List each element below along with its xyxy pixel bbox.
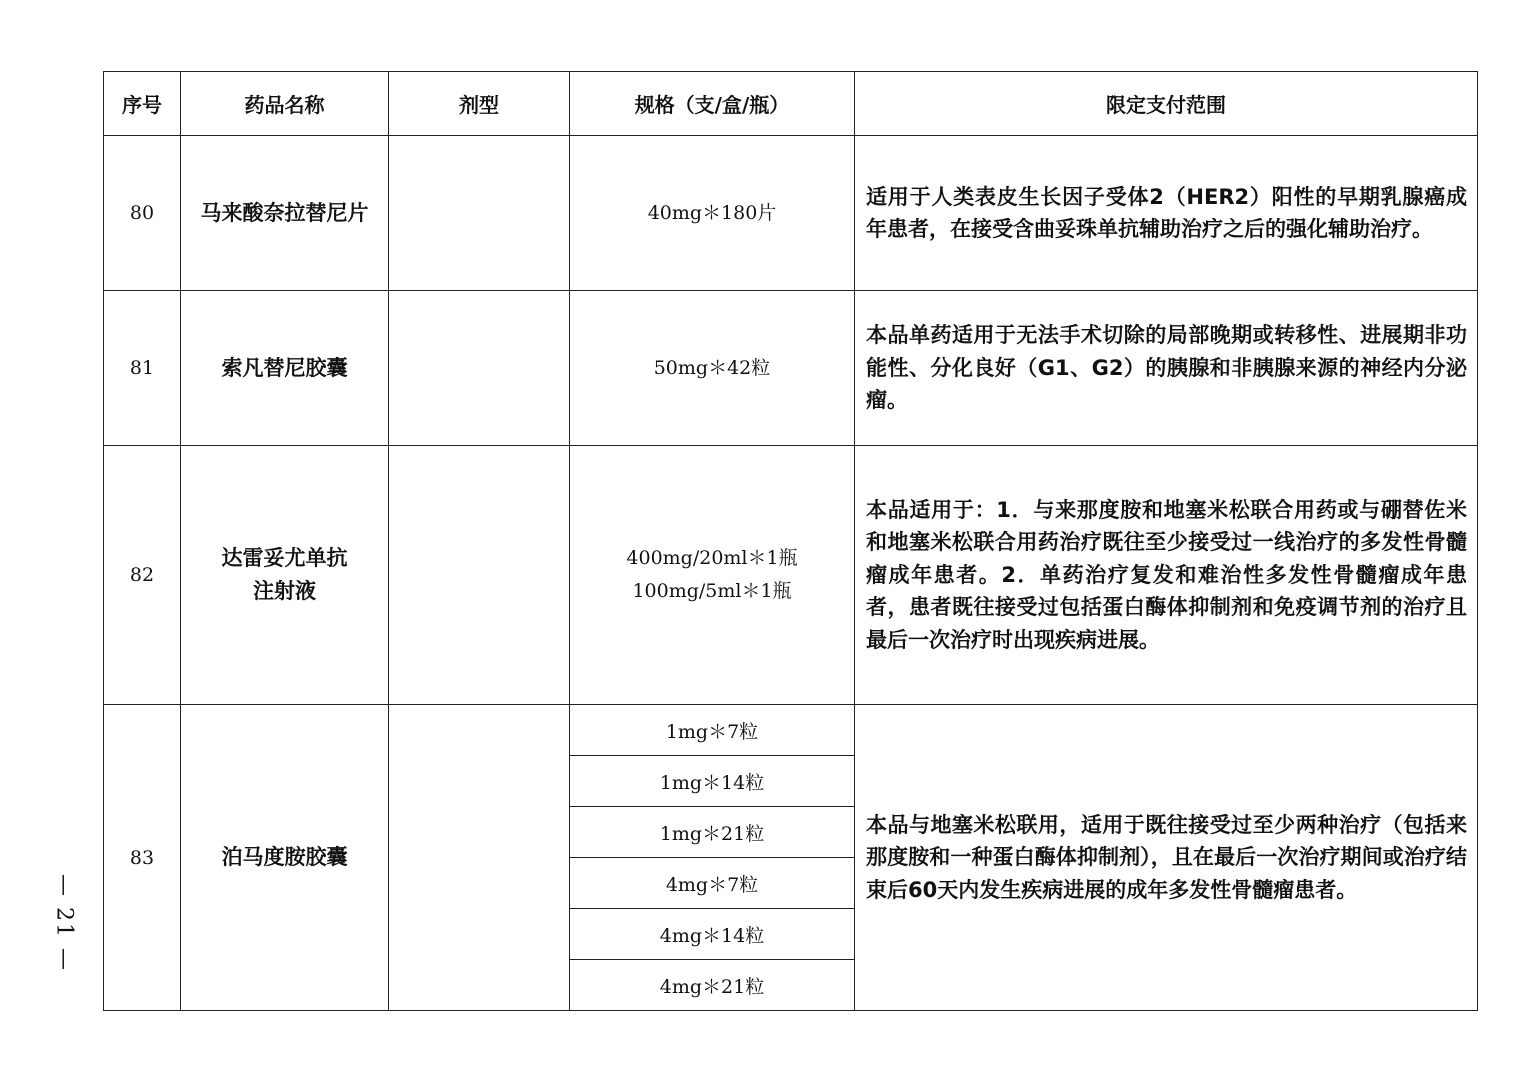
table-row <box>104 446 1478 705</box>
drug-name-line: 马来酸奈拉替尼片 <box>200 200 369 225</box>
row-payment-scope: 本品与地塞米松联用，适用于既往接受过至少两种治疗（包括来那度胺和一种蛋白酶体抑制剂），且在最后一次治疗期间或治疗结束后60天内发生疾病进展的成年多发性骨髓瘤患者。 <box>855 705 1478 1011</box>
spec-sub-cell: 1mg＊7粒 <box>570 705 855 756</box>
drug-table <box>103 71 1478 1011</box>
drug-name-line: 达雷妥尤单抗 <box>221 546 348 570</box>
row-drug-name <box>181 291 389 446</box>
row-spec <box>570 446 855 705</box>
spec-line: 100mg/5ml＊1瓶 <box>632 580 792 602</box>
row-dosage-form <box>389 705 570 1011</box>
row-drug-name <box>181 705 389 1011</box>
table-row <box>104 136 1478 291</box>
row-dosage-form <box>389 446 570 705</box>
spec-sub-cell: 4mg＊7粒 <box>570 858 855 909</box>
page-number <box>44 850 84 995</box>
row-spec <box>570 291 855 446</box>
row-dosage-form <box>389 291 570 446</box>
spec-line: 40mg＊180片 <box>647 201 777 224</box>
row-spec <box>570 136 855 291</box>
spec-sub-cell: 1mg＊14粒 <box>570 756 855 807</box>
row-drug-name <box>181 446 389 705</box>
header-row <box>104 72 1478 136</box>
spec-sub-cell: 1mg＊21粒 <box>570 807 855 858</box>
drug-name-line: 索凡替尼胶囊 <box>221 355 348 380</box>
spec-line: 400mg/20ml＊1瓶 <box>626 547 798 569</box>
spec-sub-cell: 4mg＊21粒 <box>570 960 855 1011</box>
spec-line: 50mg＊42粒 <box>653 356 771 379</box>
row-drug-name <box>181 136 389 291</box>
header-form: 剂型 <box>389 72 570 136</box>
page-number-text: — 21 — <box>51 873 77 972</box>
table-row <box>104 705 1478 756</box>
header-name: 药品名称 <box>181 72 389 136</box>
table-row <box>104 291 1478 446</box>
header-scope: 限定支付范围 <box>855 72 1478 136</box>
row-seq: 82 <box>104 446 181 705</box>
drug-name-line: 泊马度胺胶囊 <box>221 845 348 869</box>
drug-name-line: 注射液 <box>253 579 316 603</box>
row-seq: 81 <box>104 291 181 446</box>
spec-sub-cell: 4mg＊14粒 <box>570 909 855 960</box>
header-spec: 规格（支/盒/瓶） <box>570 72 855 136</box>
row-seq: 80 <box>104 136 181 291</box>
row-payment-scope: 本品适用于：1．与来那度胺和地塞米松联合用药或与硼替佐米和地塞米松联合用药治疗既往至少接受过一线治疗的多发性骨髓瘤成年患者。2．单药治疗复发和难治性多发性骨髓瘤成年患者，患者既往接受过包括蛋白酶体抑制剂和免疫调节剂的治疗且最后一次治疗时出现疾病进展。 <box>855 446 1478 705</box>
row-dosage-form <box>389 136 570 291</box>
row-payment-scope: 本品单药适用于无法手术切除的局部晚期或转移性、进展期非功能性、分化良好（G1、G2）的胰腺和非胰腺来源的神经内分泌瘤。 <box>855 291 1478 446</box>
row-payment-scope: 适用于人类表皮生长因子受体2（HER2）阳性的早期乳腺癌成年患者，在接受含曲妥珠单抗辅助治疗之后的强化辅助治疗。 <box>855 136 1478 291</box>
header-seq: 序号 <box>104 72 181 136</box>
row-seq: 83 <box>104 705 181 1011</box>
